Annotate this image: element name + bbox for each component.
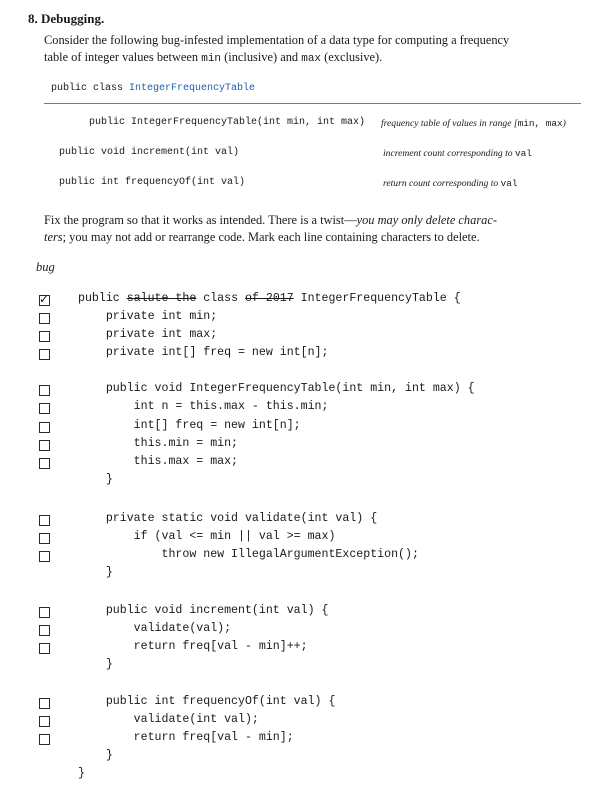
instructions-text: ; you may not add or rearrange code. Mark each line containing characters to delete. [62, 230, 480, 244]
code-text: class [196, 292, 245, 305]
bug-checkbox[interactable] [39, 422, 50, 433]
bug-checkbox[interactable] [39, 313, 50, 324]
code-line [78, 326, 217, 344]
code-line [78, 435, 238, 453]
api-desc-frequency [383, 178, 518, 189]
struck-code-text: of 2017 [244, 292, 294, 305]
code-line [78, 602, 328, 620]
code-line [78, 290, 461, 308]
bug-checkbox[interactable] [39, 458, 50, 469]
checkmark-icon: ✓ [39, 292, 50, 306]
question-title: Debugging. [41, 11, 105, 26]
code-text: public void increment(int val) { [78, 604, 329, 617]
instructions-dash: — [344, 213, 357, 227]
code-line [78, 453, 238, 471]
intro-min-code: min [201, 53, 222, 65]
intro-max-code: max [301, 53, 322, 65]
code-line [78, 380, 475, 398]
code-line [78, 638, 308, 656]
instructions-emphasis: you may only delete charac- [356, 213, 497, 227]
code-text: this.max = max; [78, 455, 239, 468]
code-text: } [78, 749, 113, 762]
api-class-header [51, 83, 255, 94]
code-line [78, 564, 113, 582]
code-text: return freq[val - min]; [78, 731, 294, 744]
api-signature-constructor: public IntegerFrequencyTable(int min, int max) [89, 117, 366, 128]
api-desc-increment [383, 148, 532, 159]
code-text: IntegerFrequencyTable { [293, 292, 461, 305]
code-text: this.min = min; [78, 437, 239, 450]
bug-checkbox[interactable] [39, 643, 50, 654]
bug-checkbox[interactable] [39, 698, 50, 709]
code-text: return freq[val - min]++; [78, 640, 308, 653]
code-text: public [78, 292, 127, 305]
bug-checkbox[interactable] [39, 331, 50, 342]
code-text: validate(val); [78, 622, 232, 635]
bug-checkbox[interactable] [39, 292, 50, 306]
code-text: } [78, 767, 85, 780]
code-line [78, 546, 419, 564]
code-text: public void IntegerFrequencyTable(int min, int max) { [78, 382, 475, 395]
api-desc-constructor [381, 118, 566, 129]
code-text: int[] freq = new int[n]; [78, 419, 301, 432]
instructions-text: Fix the program so that it works as intended. There is a twist [44, 213, 345, 227]
code-line [78, 711, 259, 729]
api-signature-frequency: public int frequencyOf(int val) [59, 177, 246, 188]
code-line [78, 528, 335, 546]
code-line [78, 471, 113, 489]
api-class-name: IntegerFrequencyTable [129, 83, 256, 94]
bug-column-label: bug [36, 260, 55, 274]
code-line [78, 729, 294, 747]
code-text: } [78, 566, 113, 579]
bug-checkbox[interactable] [39, 716, 50, 727]
code-text: private int[] freq = new int[n]; [78, 346, 329, 359]
api-desc-text: frequency table of values in range [ [381, 118, 518, 129]
api-signature-increment: public void increment(int val) [59, 147, 240, 158]
question-heading [28, 11, 104, 27]
question-number: 8. [28, 11, 38, 26]
bug-checkbox[interactable] [39, 533, 50, 544]
code-text: private static void validate(int val) { [78, 512, 378, 525]
instructions-paragraph [44, 212, 497, 246]
intro-line-1: Consider the following bug-infested implementation of a data type for computing a frequency [44, 33, 510, 47]
code-line [78, 765, 85, 783]
api-desc-text: return count corresponding to [383, 178, 501, 189]
bug-checkbox[interactable] [39, 385, 50, 396]
code-text: int n = this.max - this.min; [78, 400, 329, 413]
code-line [78, 620, 231, 638]
bug-checkbox[interactable] [39, 734, 50, 745]
intro-text: (inclusive) and [221, 50, 302, 64]
bug-checkbox[interactable] [39, 607, 50, 618]
bug-checkbox[interactable] [39, 551, 50, 562]
api-desc-code: val [500, 178, 518, 189]
api-divider [44, 103, 581, 104]
bug-checkbox[interactable] [39, 515, 50, 526]
bug-checkbox[interactable] [39, 403, 50, 414]
instructions-line-1 [44, 212, 497, 229]
code-text: throw new IllegalArgumentException(); [78, 548, 419, 561]
struck-code-text: salute the [126, 292, 197, 305]
code-line [78, 398, 328, 416]
code-line [78, 693, 335, 711]
code-line [78, 656, 113, 674]
bug-checkbox[interactable] [39, 440, 50, 451]
code-text: } [78, 658, 113, 671]
api-desc-code: min, max [517, 118, 563, 129]
intro-line-2 [44, 49, 509, 68]
code-text: validate(int val); [78, 713, 259, 726]
intro-paragraph [44, 32, 509, 68]
code-text: } [78, 473, 113, 486]
code-text: private int min; [78, 310, 218, 323]
bug-checkbox[interactable] [39, 625, 50, 636]
bug-checkbox[interactable] [39, 349, 50, 360]
intro-text: table of integer values between [44, 50, 202, 64]
api-desc-code: val [514, 148, 532, 159]
intro-text: (exclusive). [321, 50, 383, 64]
code-line [78, 747, 113, 765]
code-line [78, 417, 301, 435]
code-line [78, 510, 377, 528]
code-line [78, 308, 217, 326]
code-text: if (val <= min || val >= max) [78, 530, 336, 543]
code-line [78, 344, 328, 362]
api-desc-text: increment count corresponding to [383, 148, 515, 159]
code-text: private int max; [78, 328, 218, 341]
code-text: public int frequencyOf(int val) { [78, 695, 336, 708]
instructions-line-2 [44, 229, 497, 246]
api-class-keyword: public class [51, 83, 130, 94]
api-desc-text: ) [562, 118, 566, 129]
instructions-emphasis: ters [44, 230, 63, 244]
